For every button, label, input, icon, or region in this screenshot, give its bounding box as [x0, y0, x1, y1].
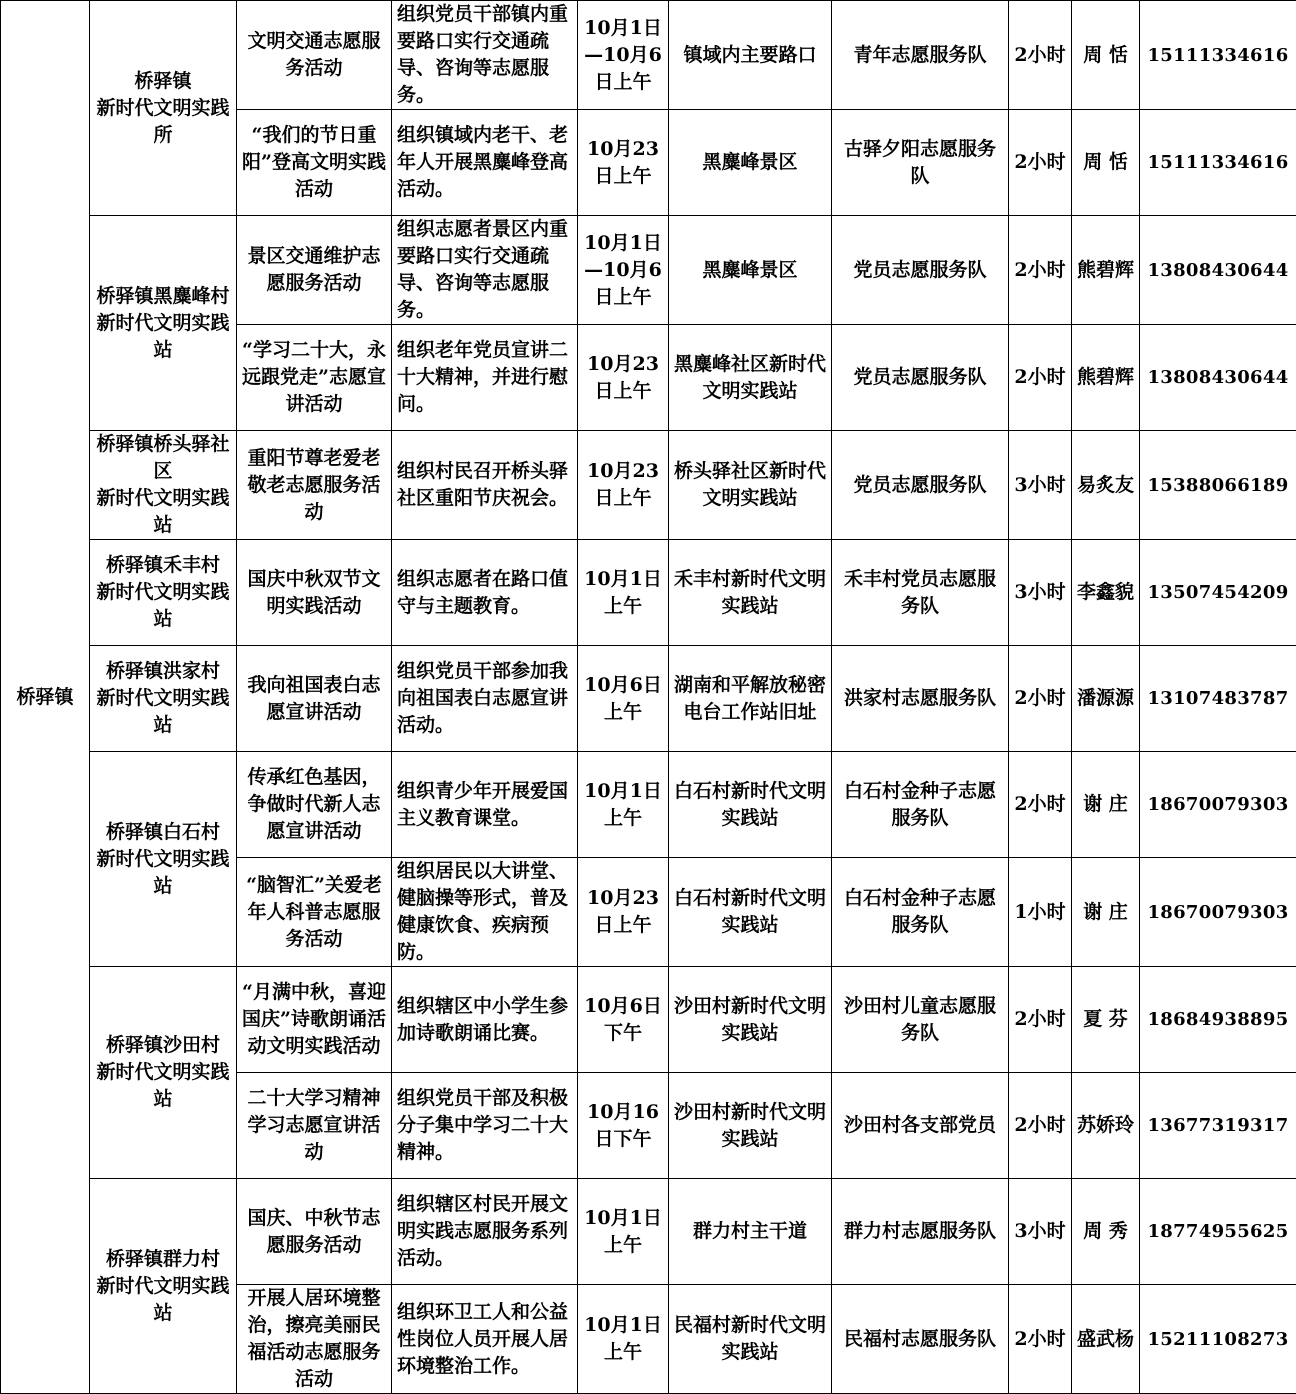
- contact-cell: 熊碧辉: [1072, 216, 1140, 325]
- phone-cell: 13107483787: [1140, 646, 1296, 752]
- phone-cell: 18774955625: [1140, 1179, 1296, 1285]
- contact-cell: 谢 庄: [1072, 858, 1140, 967]
- contact-cell: 潘源源: [1072, 646, 1140, 752]
- activity-content-cell: 组织青少年开展爱国主义教育课堂。: [392, 752, 578, 858]
- station-name-cell: 桥驿镇禾丰村 新时代文明实践站: [90, 540, 237, 646]
- team-cell: 禾丰村党员志愿服务队: [832, 540, 1009, 646]
- duration-cell: 3小时: [1009, 540, 1072, 646]
- time-cell: 10月1日上午: [578, 1285, 669, 1394]
- phone-cell: 15111334616: [1140, 1, 1296, 110]
- location-cell: 黑麋峰景区: [669, 216, 832, 325]
- team-cell: 群力村志愿服务队: [832, 1179, 1009, 1285]
- team-cell: 白石村金种子志愿服务队: [832, 858, 1009, 967]
- duration-cell: 2小时: [1009, 967, 1072, 1073]
- time-cell: 10月16日下午: [578, 1073, 669, 1179]
- table-row: [1, 540, 1296, 646]
- duration-cell: 2小时: [1009, 325, 1072, 431]
- table-row: [1, 1179, 1296, 1285]
- activity-name-cell: 重阳节尊老爱老敬老志愿服务活动: [237, 431, 392, 540]
- contact-cell: 易炙友: [1072, 431, 1140, 540]
- location-cell: 白石村新时代文明实践站: [669, 752, 832, 858]
- activity-name-cell: “我们的节日重阳”登高文明实践活动: [237, 110, 392, 216]
- team-cell: 党员志愿服务队: [832, 325, 1009, 431]
- phone-cell: 15211108273: [1140, 1285, 1296, 1394]
- table-body: [1, 1, 1296, 1394]
- time-cell: 10月1日—10月6日上午: [578, 216, 669, 325]
- time-cell: 10月1日上午: [578, 752, 669, 858]
- activity-content-cell: 组织党员干部镇内重要路口实行交通疏导、咨询等志愿服务。: [392, 1, 578, 110]
- activity-name-cell: 景区交通维护志愿服务活动: [237, 216, 392, 325]
- activity-name-cell: 国庆、中秋节志愿服务活动: [237, 1179, 392, 1285]
- location-cell: 黑麋峰社区新时代文明实践站: [669, 325, 832, 431]
- team-cell: 党员志愿服务队: [832, 431, 1009, 540]
- activity-content-cell: 组织党员干部参加我向祖国表白志愿宣讲活动。: [392, 646, 578, 752]
- team-cell: 洪家村志愿服务队: [832, 646, 1009, 752]
- time-cell: 10月1日上午: [578, 540, 669, 646]
- location-cell: 桥头驿社区新时代文明实践站: [669, 431, 832, 540]
- location-cell: 群力村主干道: [669, 1179, 832, 1285]
- activity-name-cell: 传承红色基因，争做时代新人志愿宣讲活动: [237, 752, 392, 858]
- phone-cell: 13507454209: [1140, 540, 1296, 646]
- contact-cell: 周 秀: [1072, 1179, 1140, 1285]
- table-row: [1, 1, 1296, 110]
- location-cell: 民福村新时代文明实践站: [669, 1285, 832, 1394]
- activity-name-cell: “月满中秋，喜迎国庆”诗歌朗诵活动文明实践活动: [237, 967, 392, 1073]
- contact-cell: 夏 芬: [1072, 967, 1140, 1073]
- activity-content-cell: 组织辖区中小学生参加诗歌朗诵比赛。: [392, 967, 578, 1073]
- duration-cell: 2小时: [1009, 752, 1072, 858]
- station-name-cell: 桥驿镇洪家村 新时代文明实践站: [90, 646, 237, 752]
- town-cell: 桥驿镇: [1, 1, 90, 1394]
- duration-cell: 3小时: [1009, 431, 1072, 540]
- phone-cell: 18670079303: [1140, 752, 1296, 858]
- time-cell: 10月1日—10月6日上午: [578, 1, 669, 110]
- duration-cell: 2小时: [1009, 110, 1072, 216]
- time-cell: 10月23日上午: [578, 858, 669, 967]
- table-row: [1, 216, 1296, 325]
- activity-content-cell: 组织环卫工人和公益性岗位人员开展人居环境整治工作。: [392, 1285, 578, 1394]
- table-row: [1, 646, 1296, 752]
- phone-cell: 18670079303: [1140, 858, 1296, 967]
- activity-content-cell: 组织镇域内老干、老年人开展黑麋峰登高活动。: [392, 110, 578, 216]
- phone-cell: 13808430644: [1140, 325, 1296, 431]
- station-name-cell: 桥驿镇沙田村 新时代文明实践站: [90, 967, 237, 1179]
- activity-name-cell: 国庆中秋双节文明实践活动: [237, 540, 392, 646]
- team-cell: 古驿夕阳志愿服务队: [832, 110, 1009, 216]
- team-cell: 白石村金种子志愿服务队: [832, 752, 1009, 858]
- phone-cell: 15111334616: [1140, 110, 1296, 216]
- duration-cell: 2小时: [1009, 1073, 1072, 1179]
- contact-cell: 李鑫貌: [1072, 540, 1140, 646]
- time-cell: 10月1日上午: [578, 1179, 669, 1285]
- duration-cell: 2小时: [1009, 216, 1072, 325]
- time-cell: 10月23日上午: [578, 431, 669, 540]
- activity-content-cell: 组织志愿者在路口值守与主题教育。: [392, 540, 578, 646]
- team-cell: 沙田村各支部党员: [832, 1073, 1009, 1179]
- activity-content-cell: 组织老年党员宣讲二十大精神，并进行慰问。: [392, 325, 578, 431]
- duration-cell: 2小时: [1009, 1, 1072, 110]
- team-cell: 党员志愿服务队: [832, 216, 1009, 325]
- activity-name-cell: 文明交通志愿服务活动: [237, 1, 392, 110]
- activity-content-cell: 组织志愿者景区内重要路口实行交通疏导、咨询等志愿服务。: [392, 216, 578, 325]
- table-row: [1, 752, 1296, 858]
- location-cell: 沙田村新时代文明实践站: [669, 1073, 832, 1179]
- duration-cell: 1小时: [1009, 858, 1072, 967]
- location-cell: 禾丰村新时代文明实践站: [669, 540, 832, 646]
- contact-cell: 周 恬: [1072, 110, 1140, 216]
- activity-content-cell: 组织居民以大讲堂、健脑操等形式，普及健康饮食、疾病预防。: [392, 858, 578, 967]
- activity-content-cell: 组织党员干部及积极分子集中学习二十大精神。: [392, 1073, 578, 1179]
- activity-name-cell: “学习二十大，永远跟党走”志愿宣讲活动: [237, 325, 392, 431]
- phone-cell: 13677319317: [1140, 1073, 1296, 1179]
- activity-name-cell: 开展人居环境整治，擦亮美丽民福活动志愿服务活动: [237, 1285, 392, 1394]
- team-cell: 青年志愿服务队: [832, 1, 1009, 110]
- team-cell: 民福村志愿服务队: [832, 1285, 1009, 1394]
- contact-cell: 谢 庄: [1072, 752, 1140, 858]
- location-cell: 湖南和平解放秘密电台工作站旧址: [669, 646, 832, 752]
- activity-content-cell: 组织村民召开桥头驿社区重阳节庆祝会。: [392, 431, 578, 540]
- team-cell: 沙田村儿童志愿服务队: [832, 967, 1009, 1073]
- phone-cell: 15388066189: [1140, 431, 1296, 540]
- location-cell: 白石村新时代文明实践站: [669, 858, 832, 967]
- station-name-cell: 桥驿镇桥头驿社区 新时代文明实践站: [90, 431, 237, 540]
- location-cell: 黑麋峰景区: [669, 110, 832, 216]
- location-cell: 镇域内主要路口: [669, 1, 832, 110]
- station-name-cell: 桥驿镇 新时代文明实践所: [90, 1, 237, 216]
- activity-name-cell: 我向祖国表白志愿宣讲活动: [237, 646, 392, 752]
- table-row: [1, 967, 1296, 1073]
- contact-cell: 周 恬: [1072, 1, 1140, 110]
- contact-cell: 盛武杨: [1072, 1285, 1140, 1394]
- station-name-cell: 桥驿镇群力村 新时代文明实践站: [90, 1179, 237, 1394]
- activity-name-cell: “脑智汇”关爱老年人科普志愿服务活动: [237, 858, 392, 967]
- activity-name-cell: 二十大学习精神学习志愿宣讲活动: [237, 1073, 392, 1179]
- phone-cell: 18684938895: [1140, 967, 1296, 1073]
- contact-cell: 苏娇玲: [1072, 1073, 1140, 1179]
- station-name-cell: 桥驿镇白石村 新时代文明实践站: [90, 752, 237, 967]
- table-row: [1, 431, 1296, 540]
- duration-cell: 2小时: [1009, 1285, 1072, 1394]
- time-cell: 10月23日上午: [578, 110, 669, 216]
- activity-content-cell: 组织辖区村民开展文明实践志愿服务系列活动。: [392, 1179, 578, 1285]
- contact-cell: 熊碧辉: [1072, 325, 1140, 431]
- time-cell: 10月23日上午: [578, 325, 669, 431]
- time-cell: 10月6日上午: [578, 646, 669, 752]
- duration-cell: 3小时: [1009, 1179, 1072, 1285]
- station-name-cell: 桥驿镇黑麋峰村 新时代文明实践站: [90, 216, 237, 431]
- phone-cell: 13808430644: [1140, 216, 1296, 325]
- time-cell: 10月6日下午: [578, 967, 669, 1073]
- duration-cell: 2小时: [1009, 646, 1072, 752]
- location-cell: 沙田村新时代文明实践站: [669, 967, 832, 1073]
